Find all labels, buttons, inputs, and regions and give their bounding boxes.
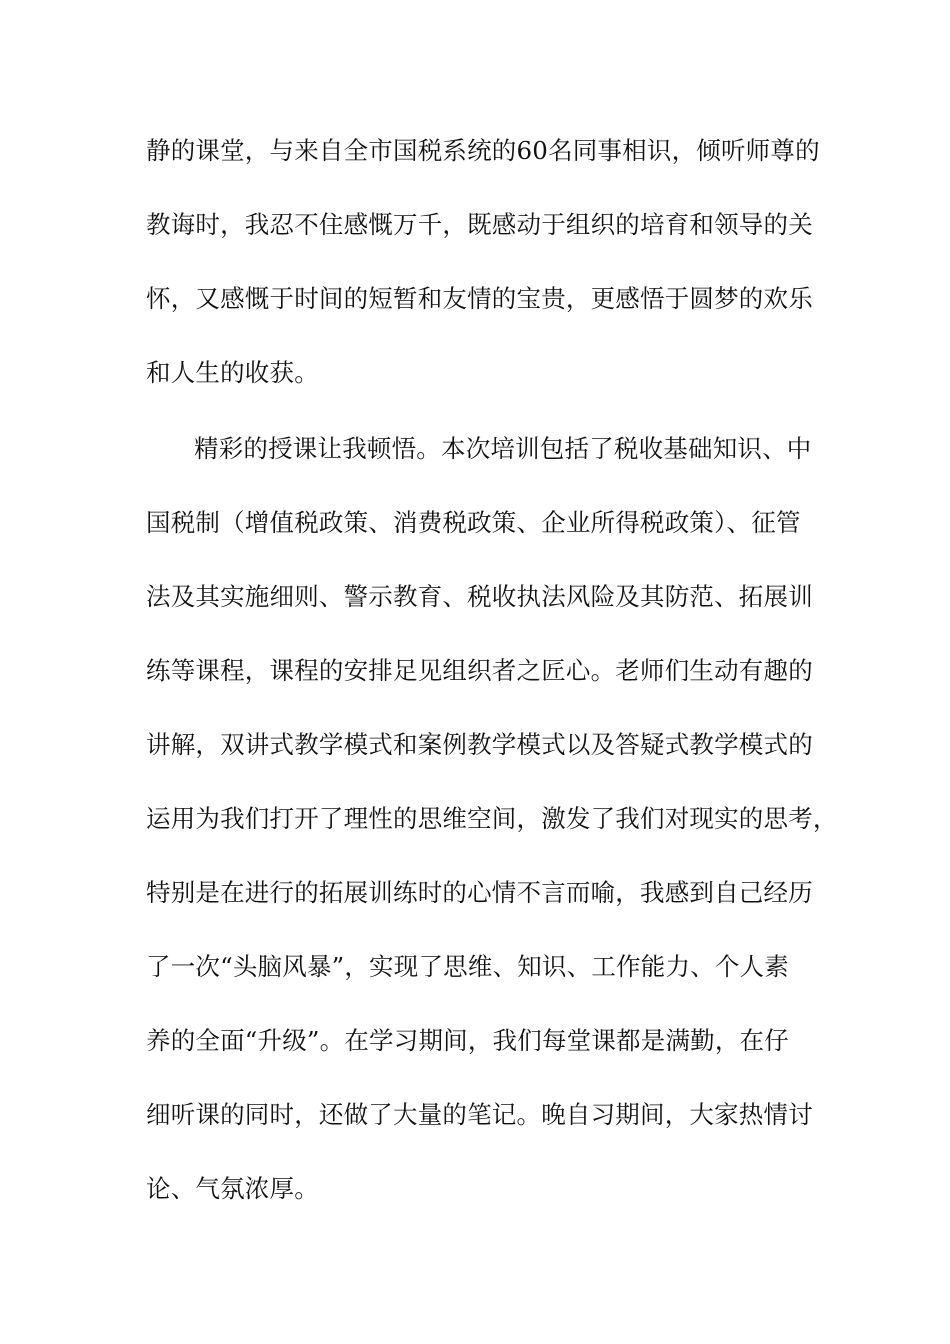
text-line: 了一次“头脑风暴”，实现了思维、知识、工作能力、个人素 xyxy=(146,952,789,981)
text-line: 特别是在进行的拓展训练时的心情不言而喻，我感到自己经历 xyxy=(146,878,813,907)
text-line: 练等课程，课程的安排足见组织者之匠心。老师们生动有趣的 xyxy=(146,656,813,685)
text-line: 国税制（增值税政策、消费税政策、企业所得税政策）、征管 xyxy=(146,508,801,537)
text-line: 怀，又感慨于时间的短暂和友情的宝贵，更感悟于圆梦的欢乐 xyxy=(146,284,813,313)
text-line: 教诲时，我忍不住感慨万千，既感动于组织的培育和领导的关 xyxy=(146,210,813,239)
text-line: 和人生的收获。 xyxy=(146,358,319,387)
text-line: 运用为我们打开了理性的思维空间，激发了我们对现实的思考， xyxy=(146,804,838,833)
text-line: 精彩的授课让我顿悟。本次培训包括了税收基础知识、中 xyxy=(194,434,812,463)
text-line: 讲解，双讲式教学模式和案例教学模式以及答疑式教学模式的 xyxy=(146,730,813,759)
text-line: 论、气氛浓厚。 xyxy=(146,1174,319,1203)
text-line: 法及其实施细则、警示教育、税收执法风险及其防范、拓展训 xyxy=(146,582,813,611)
text-line: 细听课的同时，还做了大量的笔记。晚自习期间，大家热情讨 xyxy=(146,1100,813,1129)
text-line: 静的课堂，与来自全市国税系统的60名同事相识，倾听师尊的 xyxy=(146,136,820,165)
text-line: 养的全面“升级”。在学习期间，我们每堂课都是满勤，在仔 xyxy=(146,1026,789,1055)
